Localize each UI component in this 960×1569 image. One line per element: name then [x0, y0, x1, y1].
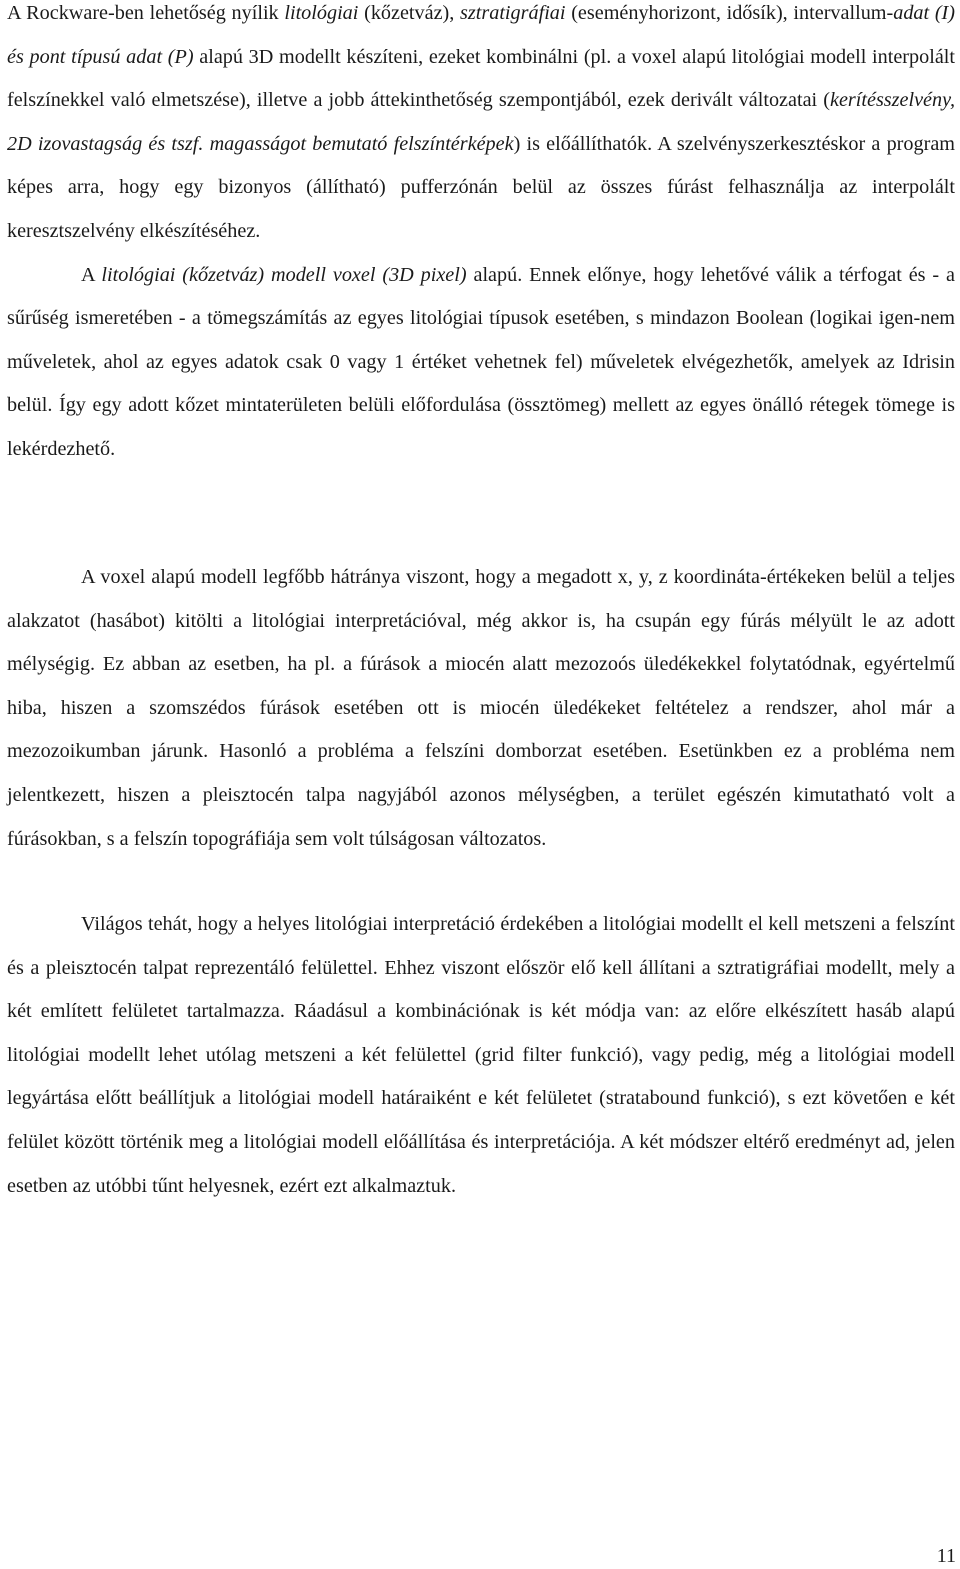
paragraph-voxel-drawbacks: A voxel alapú modell legfőbb hátránya viszont, hogy a megadott x, y, z koordináta-értékeken belül a teljes alakzatot (hasábot) kitölti a litológiai interpretációval, még akkor is, ha csupán egy fúrás mélyült le az adott mélységig. Ez abban az esetben, ha pl. a fúrások a miocén alatt mezozoós üledékekkel folytatódnak, egyértelmű hiba, hiszen a szomszédos fúrások esetében ott is miocén üledékeket feltételez a rendszer, ahol már a mezozoikumban járunk. Hasonló a probléma a felszíni domborzat esetében. Esetünkben ez a probléma nem jelentkezett, hiszen a pleisztocén talpa nagyjából azonos mélységben, a terület egészén kimutatható volt a fúrásokban, s a felszín topográfiája sem volt túlságosan változatos. — [7, 566, 955, 850]
italic-run: kerítésszelvény, 2D izovastagság és tszf. magasságot bemutató felszíntérképek — [7, 89, 955, 155]
text-run: alapú 3D modellt készíteni, ezeket kombinálni (pl. a voxel alapú litológiai modell interpolált felszínekkel való elmetszése), illetve a jobb áttekinthetőség szempontjából, ezek derivált változatai ( — [7, 45, 955, 112]
paragraph-surface-intersection: Világos tehát, hogy a helyes litológiai interpretáció érdekében a litológiai modellt el kell metszeni a felszínt és a pleisztocén talpat reprezentáló felülettel. Ehhez viszont először elő kell állítani a sztratigráfiai modellt, mely a két említett felületet tartalmazza. Ráadásul a kombinációnak is két módja van: az előre elkészített hasáb alapú litológiai modellt lehet utólag metszeni a két felülettel (grid filter funkció), vagy pedig, még a litológiai modell legyártása előtt beállítjuk a litológiai modell határaiként e két felületet (stratabound funkció), s ezt követően e két felület között történik meg a litológiai modell előállítása és interpretációja. A két módszer eltérő eredményt ad, jelen esetben az utóbbi tűnt helyesnek, ezért ezt alkalmaztuk. — [7, 913, 955, 1197]
text-run: (kőzetváz), — [358, 2, 461, 24]
page-number: 11 — [936, 1545, 956, 1567]
text-run: ) is előállíthatók. A szelvényszerkesztéskor a program képes arra, hogy egy bizonyos (állítható) pufferzónán belül az összes fúrást felhasználja az interpolált keresztszelvény elkészítéséhez. — [7, 132, 955, 242]
italic-run: sztratigráfiai — [460, 2, 566, 24]
text-run: A Rockware-ben lehetőség nyílik — [7, 2, 285, 24]
text-run: (eseményhorizont, idősík), intervallum- — [565, 2, 894, 24]
italic-run: litológiai (kőzetváz) modell voxel (3D pixel) — [101, 263, 467, 286]
text-run: alapú. Ennek előnye, hogy lehetővé válik a térfogat és - a sűrűség ismeretében - a tömegszámítás az egyes litológiai típusok esetében, s mindazon Boolean (logikai igen-nem műveletek, ahol az egyes adatok csak 0 vagy 1 értéket vehetnek fel) műveletek elvégezhetők, amelyek az Idrisin belül. Így egy adott kőzet mintaterületen belüli előfordulása (össztömeg) mellett az egyes önálló rétegek tömege is lekérdezhető. — [7, 263, 955, 460]
italic-run: adat (I) és pont típusú adat (P) — [7, 2, 955, 68]
paragraph-rockware-models — [7, 0, 955, 472]
text-run: A — [81, 263, 102, 286]
italic-run: litológiai — [284, 2, 359, 24]
